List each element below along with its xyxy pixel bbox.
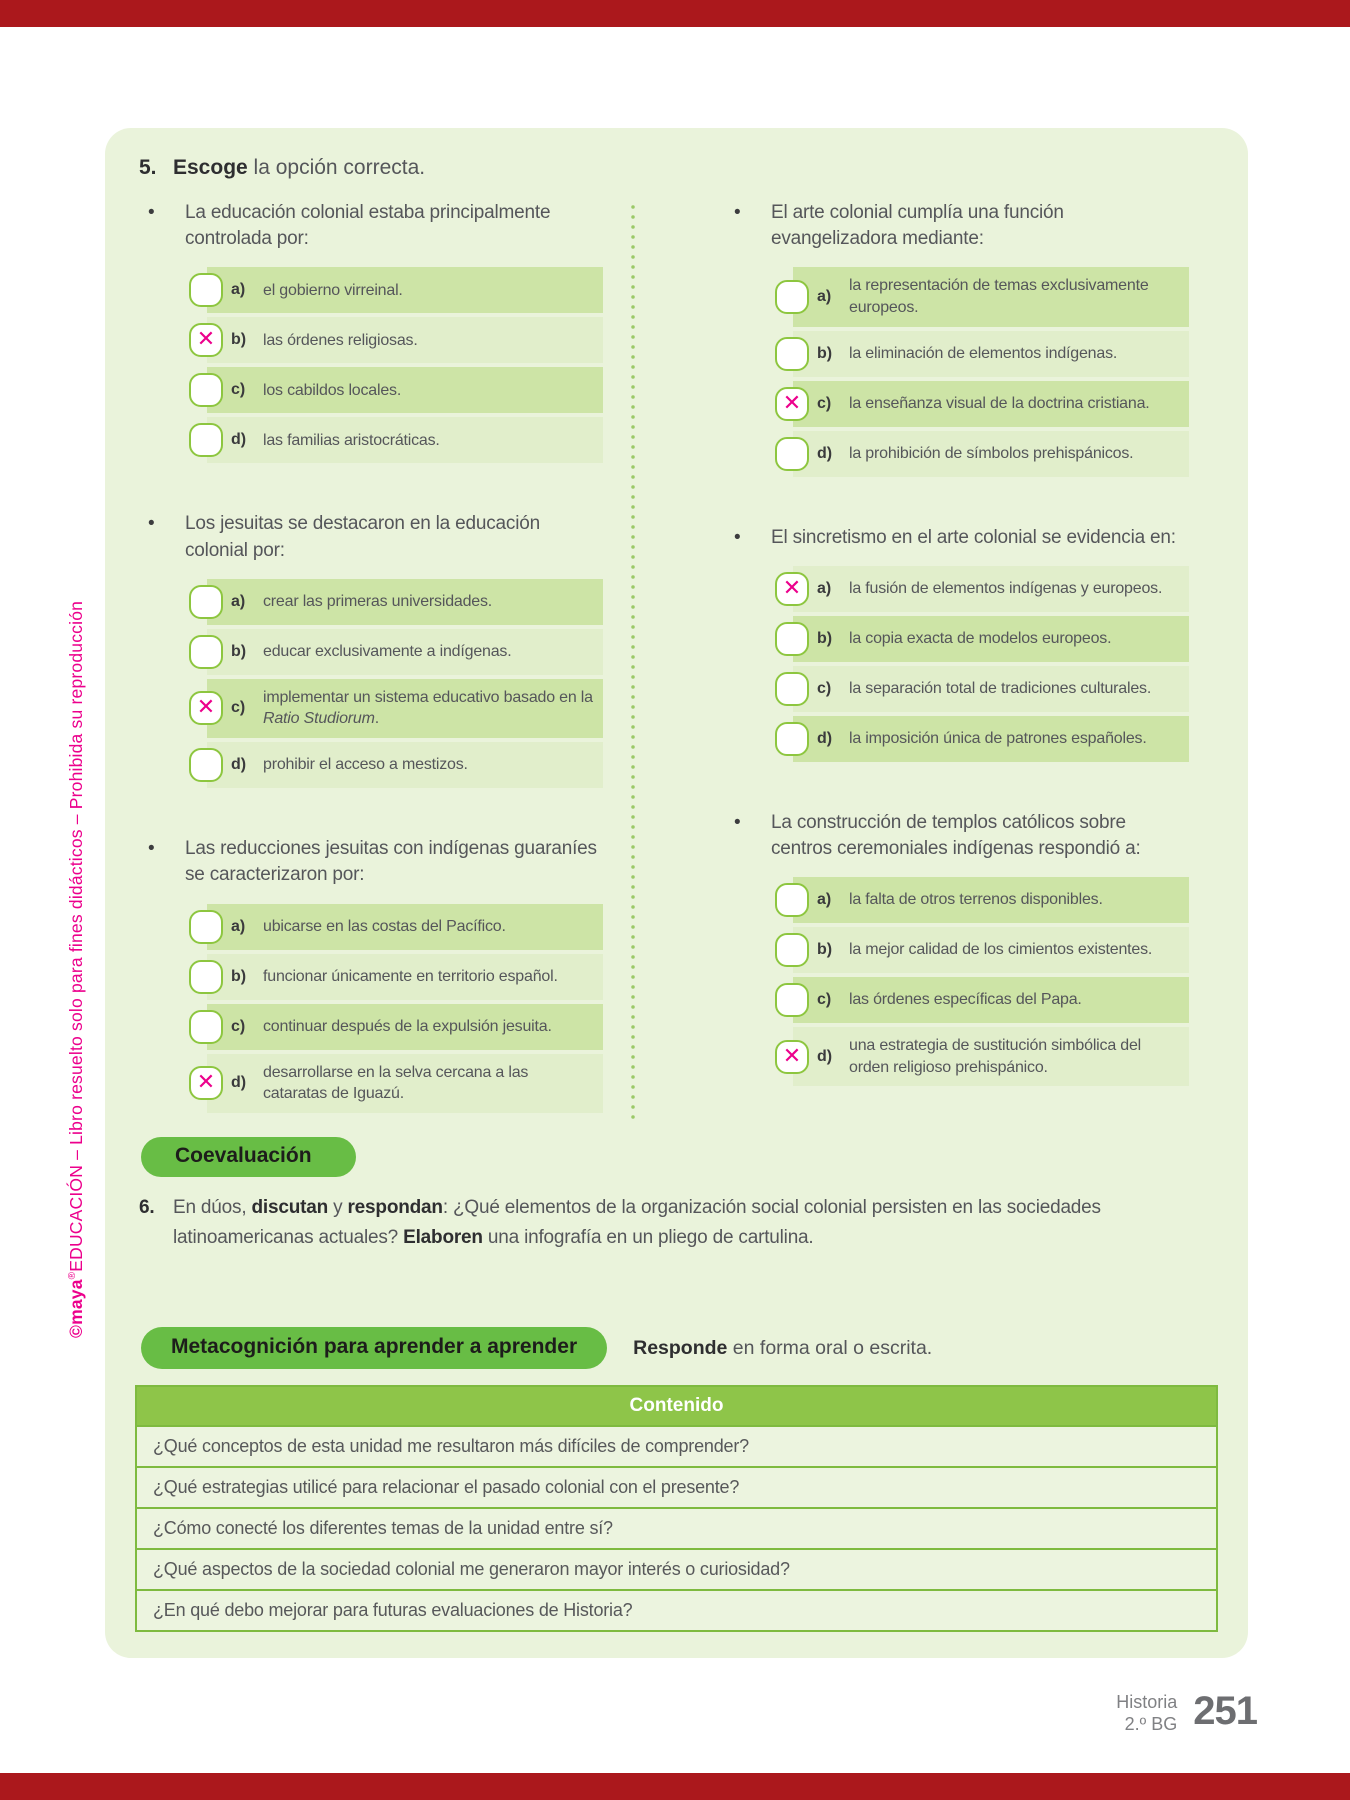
option-letter: b) [231,331,247,349]
option-letter: b) [817,941,833,959]
table-cell-question: ¿Qué aspectos de la sociedad colonial me generaron mayor interés o curiosidad? [136,1549,1217,1590]
question-prompt: • Los jesuitas se destacaron en la educación colonial por: [135,511,603,563]
option-letter: c) [817,679,832,697]
option-d-checkbox[interactable] [189,423,223,457]
table-row [136,1467,1217,1508]
question-group [721,810,1189,1087]
table-cell-question: ¿En qué debo mejorar para futuras evaluaciones de Historia? [136,1590,1217,1631]
copyright-notice: – Libro resuelto solo para fines didácticos – Prohibida su reproducción [66,600,86,1165]
option-c-checkbox[interactable] [189,373,223,407]
option-row-b [721,927,1189,973]
bullet-icon [148,511,154,537]
option-letter: d) [817,729,833,747]
brand-division: EDUCACIÓN [66,1164,86,1272]
brand-logo: ©maya [66,1279,86,1338]
metacognicion-table [135,1385,1218,1632]
option-text: la imposición única de patrones españoles. [849,730,1147,748]
exercise-6-text: En dúos, discutan y respondan: ¿Qué elementos de la organización social colonial persisten en las sociedades latinoamericanas actuales? Elaboren una infografía en un pliego de cartulina. [173,1196,1101,1249]
option-text: la falta de otros terrenos disponibles. [849,891,1103,909]
option-letter: d) [231,431,247,449]
bullet-icon [734,200,740,226]
option-row-d [721,1027,1189,1086]
option-d-checkbox[interactable] [189,748,223,782]
option-row-c [721,381,1189,427]
option-row-c [721,666,1189,712]
option-text: la separación total de tradiciones culturales. [849,680,1152,698]
exercise-number: 6. [139,1196,155,1218]
option-row-c [135,679,603,738]
option-text: la representación de temas exclusivamente europeos. [849,277,1149,317]
option-row-d [135,742,603,788]
responde-instruction: Responde en forma oral o escrita. [633,1336,933,1359]
page-footer [1116,1689,1257,1735]
grade-label: 2.º BG [1124,1713,1178,1734]
option-d-checkbox[interactable] [775,437,809,471]
option-row-d [135,417,603,463]
option-b-checkbox[interactable] [775,337,809,371]
option-letter: b) [231,967,247,985]
option-text: la fusión de elementos indígenas y europeos. [849,580,1163,598]
option-letter: d) [817,1047,833,1065]
column-divider [631,204,635,1123]
top-bleed-bar [0,0,1350,27]
option-letter: c) [231,381,246,399]
bullet-icon [734,525,740,551]
option-row-c [721,977,1189,1023]
bullet-icon [148,836,154,862]
option-text: prohibir el acceso a mestizos. [263,756,468,774]
exercise-instruction: Escoge la opción correcta. [173,156,426,179]
copyright-strip [66,601,87,1338]
option-row-b [721,616,1189,662]
question-prompt: • El sincretismo en el arte colonial se evidencia en: [721,525,1189,551]
table-row [136,1549,1217,1590]
option-text: continuar después de la expulsión jesuita. [263,1017,552,1035]
option-text: la copia exacta de modelos europeos. [849,630,1112,648]
option-a-checkbox[interactable] [189,273,223,307]
question-prompt: • Las reducciones jesuitas con indígenas guaraníes se caracterizaron por: [135,836,603,888]
option-row-c [135,1004,603,1050]
option-letter: a) [231,281,246,299]
option-text: las órdenes específicas del Papa. [849,991,1082,1009]
exercise-6 [139,1193,1218,1254]
option-text: la prohibición de símbolos prehispánicos. [849,444,1134,462]
table-cell-question: ¿Qué estrategias utilicé para relacionar el pasado colonial con el presente? [136,1467,1217,1508]
option-a-checkbox[interactable] [775,280,809,314]
option-a-checkbox[interactable] [775,883,809,917]
x-answer-mark: ✕ [196,695,216,721]
table-row [136,1590,1217,1631]
option-letter: a) [817,288,832,306]
option-letter: c) [231,1017,246,1035]
option-d-checkbox[interactable] [775,1040,809,1074]
option-letter: c) [231,699,246,717]
option-row-a [135,579,603,625]
option-letter: a) [231,917,246,935]
option-row-a [135,904,603,950]
option-b-checkbox[interactable] [775,933,809,967]
option-text: la enseñanza visual de la doctrina cristiana. [849,394,1150,412]
question-prompt: • La construcción de templos católicos sobre centros ceremoniales indígenas respondió a: [721,810,1189,862]
question-group [135,836,603,1113]
option-letter: a) [231,592,246,610]
mcq-section [135,200,1218,1123]
option-letter: c) [817,991,832,1009]
option-row-a [721,877,1189,923]
option-b-checkbox[interactable] [189,960,223,994]
x-answer-mark: ✕ [782,1043,802,1069]
option-text: ubicarse en las costas del Pacífico. [263,917,506,935]
option-letter: b) [231,642,247,660]
option-row-b [135,954,603,1000]
mcq-column-right [721,200,1189,1123]
question-group [721,525,1189,762]
option-c-checkbox[interactable] [775,983,809,1017]
option-text: crear las primeras universidades. [263,593,493,611]
option-a-checkbox[interactable] [775,572,809,606]
question-group [135,200,603,463]
option-letter: d) [231,1074,247,1092]
option-text: funcionar únicamente en territorio español. [263,967,558,985]
option-b-checkbox[interactable] [189,323,223,357]
option-c-checkbox[interactable] [189,691,223,725]
mcq-column-left [135,200,603,1123]
subject-label: Historia [1116,1692,1178,1712]
metacognicion-pill: Metacognición para aprender a aprender [141,1327,607,1369]
option-letter: d) [231,756,247,774]
page-number: 251 [1193,1689,1257,1733]
table-cell-question: ¿Cómo conecté los diferentes temas de la unidad entre sí? [136,1508,1217,1549]
option-text: las familias aristocráticas. [263,431,440,449]
option-d-checkbox[interactable] [189,1066,223,1100]
table-header-contenido: Contenido [136,1386,1217,1426]
option-row-d [135,1054,603,1113]
option-text: implementar un sistema educativo basado en la Ratio Studiorum. [263,688,593,728]
option-text: educar exclusivamente a indígenas. [263,643,512,661]
option-b-checkbox[interactable] [189,635,223,669]
option-row-a [721,267,1189,326]
question-group [135,511,603,788]
option-text: la eliminación de elementos indígenas. [849,344,1118,362]
metacognicion-header [141,1327,1218,1369]
table-cell-question: ¿Qué conceptos de esta unidad me resultaron más difíciles de comprender? [136,1426,1217,1467]
option-text: el gobierno virreinal. [263,281,403,299]
course-label [1116,1692,1177,1735]
option-row-b [135,629,603,675]
table-row [136,1426,1217,1467]
option-text: la mejor calidad de los cimientos existentes. [849,941,1153,959]
option-letter: d) [817,444,833,462]
option-row-b [721,331,1189,377]
option-a-checkbox[interactable] [189,585,223,619]
option-row-a [721,566,1189,612]
option-letter: b) [817,344,833,362]
option-text: una estrategia de sustitución simbólica del orden religioso prehispánico. [849,1037,1142,1076]
option-row-b [135,317,603,363]
option-c-checkbox[interactable] [189,1010,223,1044]
x-answer-mark: ✕ [782,390,802,416]
option-c-checkbox[interactable] [775,387,809,421]
question-prompt: • La educación colonial estaba principalmente controlada por: [135,200,603,252]
option-letter: c) [817,394,832,412]
bullet-icon [148,200,154,226]
question-group [721,200,1189,477]
table-row [136,1508,1217,1549]
exercise-number: 5. [139,156,157,179]
option-row-c [135,367,603,413]
bottom-bleed-bar [0,1773,1350,1800]
option-letter: b) [817,629,833,647]
question-prompt: • El arte colonial cumplía una función evangelizadora mediante: [721,200,1189,252]
option-row-d [721,716,1189,762]
option-d-checkbox[interactable] [775,722,809,756]
bullet-icon [734,810,740,836]
exercise-5-heading [139,156,1218,180]
option-text: las órdenes religiosas. [263,331,418,349]
registered-mark: ® [67,1271,79,1280]
x-answer-mark: ✕ [196,1070,216,1096]
option-text: desarrollarse en la selva cercana a las cataratas de Iguazú. [263,1063,529,1103]
option-a-checkbox[interactable] [189,910,223,944]
x-answer-mark: ✕ [196,327,216,353]
option-row-d [721,431,1189,477]
option-letter: a) [817,891,832,909]
x-answer-mark: ✕ [782,575,802,601]
option-row-a [135,267,603,313]
option-letter: a) [817,579,832,597]
option-b-checkbox[interactable] [775,622,809,656]
coevaluacion-pill: Coevaluación [141,1137,356,1177]
worksheet-panel [105,128,1248,1658]
option-text: los cabildos locales. [263,381,402,399]
option-c-checkbox[interactable] [775,672,809,706]
